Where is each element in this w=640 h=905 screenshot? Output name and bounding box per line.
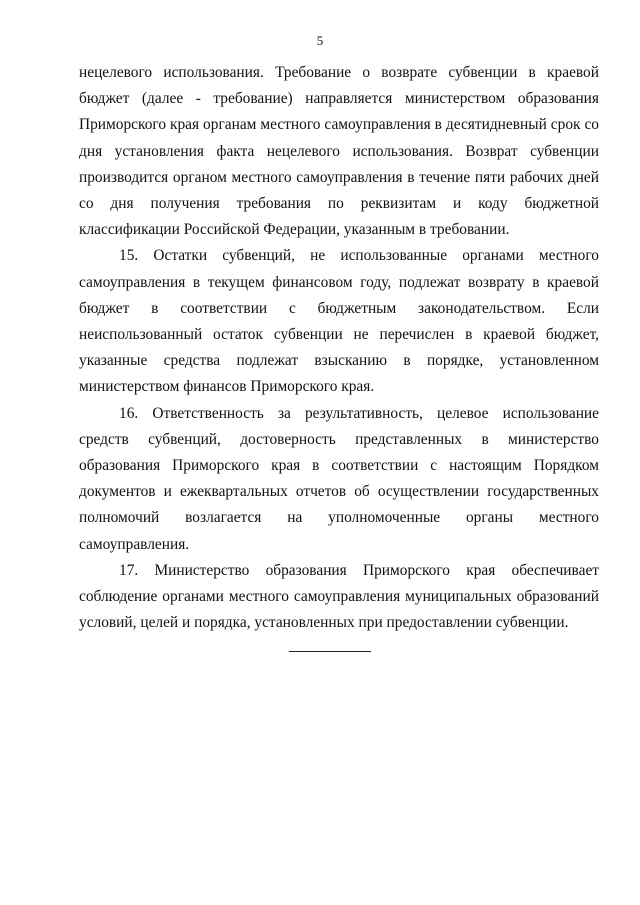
paragraph-item-16: 16. Ответственность за результативность, целевое использование средств субвенций, достоверность представленных в министерство образования Приморского края в соответствии с настоящим Порядком документов и ежеквартальных отчетов об осуществлении государственных полномочий возлагается на уполномоченные органы местного самоуправления. bbox=[79, 404, 599, 553]
paragraph-item-15: 15. Остатки субвенций, не использованные органами местного самоуправления в текущем финансовом году, подлежат возврату в краевой бюджет в соответствии с бюджетным законодательством. Если неиспользованный остаток субвенции не перечислен в краевой бюджет, указанные средства подлежат взысканию в порядке, установленном министерством финансов Приморского края. bbox=[79, 247, 599, 396]
page-number: 5 bbox=[316, 33, 324, 48]
end-of-document-divider bbox=[289, 651, 371, 652]
document-body bbox=[79, 60, 599, 636]
paragraph-item-17: 17. Министерство образования Приморского края обеспечивает соблюдение органами местного самоуправления муниципальных образований условий, целей и порядка, установленных при предоставлении субвенции. bbox=[79, 561, 599, 632]
paragraph-continuation: нецелевого использования. Требование о возврате субвенции в краевой бюджет (далее - требование) направляется министерством образования Приморского края органам местного самоуправления в десятидневный срок со дня установления факта нецелевого использования. Возврат субвенции производится органом местного самоуправления в течение пяти рабочих дней со дня получения требования по реквизитам и коду бюджетной классификации Российской Федерации, указанным в требовании. bbox=[79, 64, 599, 239]
